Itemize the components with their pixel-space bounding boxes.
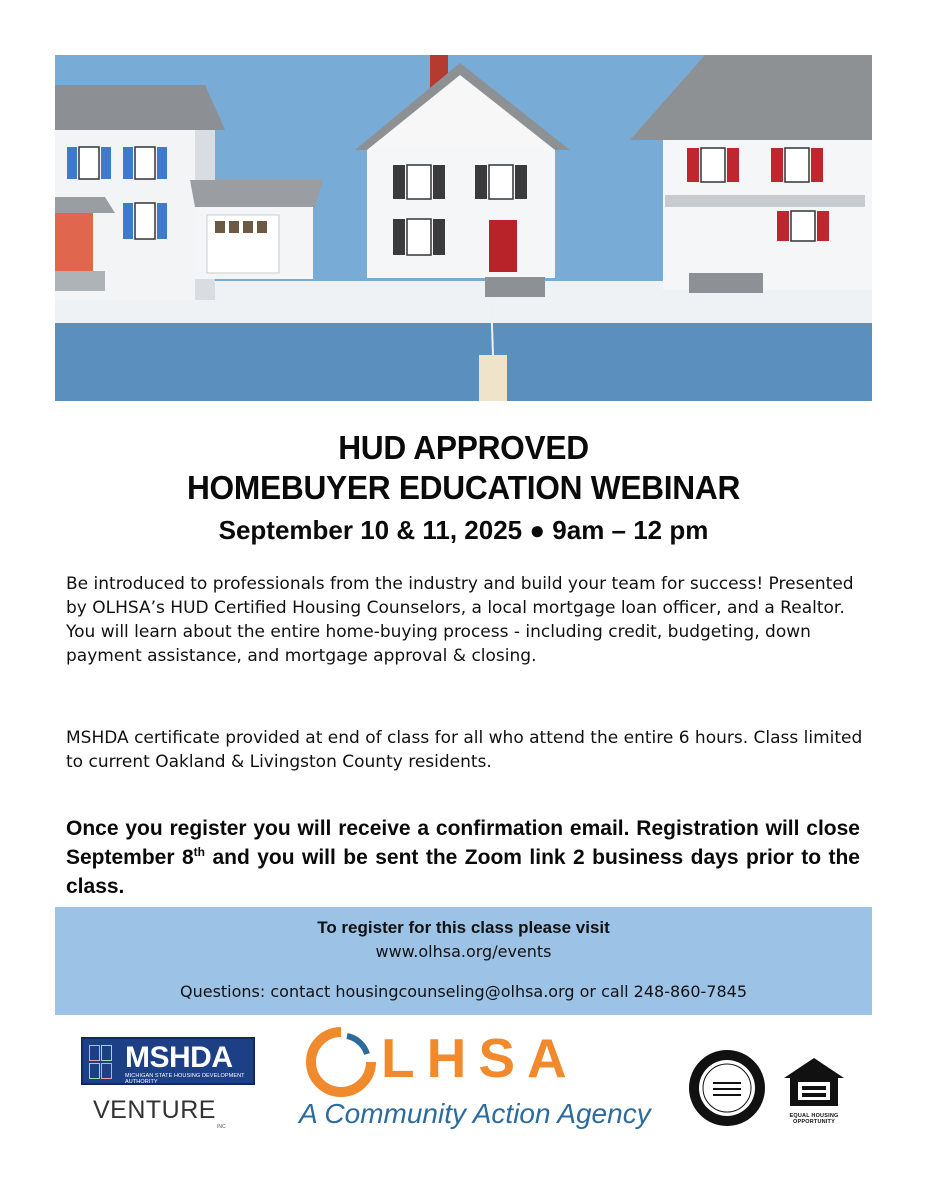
- event-date: September 10 & 11, 2025 ● 9am – 12 pm: [218, 515, 709, 545]
- model-houses-illustration: [55, 55, 872, 401]
- mshda-subtitle: MICHIGAN STATE HOUSING DEVELOPMENT AUTHORITY: [125, 1073, 245, 1085]
- notice-part-2: and you will be sent the Zoom link 2 business days prior to the class.: [66, 846, 860, 898]
- notice-part-1: Once you register you will receive a confirmation email. Registration will close September 8: [66, 817, 860, 869]
- hud-approved-seal-icon: [687, 1048, 767, 1128]
- logos-row: [55, 1020, 872, 1180]
- olhsa-wordmark: LHSA: [381, 1027, 579, 1089]
- venture-inc: INC: [217, 1124, 226, 1130]
- hero-photo: [55, 55, 872, 401]
- olhsa-tagline: A Community Action Agency: [299, 1098, 651, 1129]
- register-title: To register for this class please visit: [317, 918, 610, 937]
- mshda-name: MSHDA: [125, 1041, 233, 1074]
- olhsa-logo: [295, 1020, 651, 1150]
- register-box: [55, 907, 872, 1015]
- equal-housing-house-icon: [782, 1056, 846, 1108]
- title-block: [55, 428, 872, 548]
- garage: [190, 180, 323, 279]
- intro-paragraph: Be introduced to professionals from the industry and build your team for success! Presented by OLHSA’s HUD Certified Housing Counselors, a local mortgage loan officer, and a Realtor. You will learn about the entire home-buying process - including credit, budgeting, down payment assistance, and mortgage approval & closing.: [66, 574, 854, 666]
- certificate-paragraph: MSHDA certificate provided at end of class for all who attend the entire 6 hours. Class limited to current Oakland & Livingston County residents.: [66, 728, 863, 772]
- mshda-logo: [81, 1037, 255, 1085]
- title-line-2: HOMEBUYER EDUCATION WEBINAR: [186, 469, 741, 506]
- equal-housing-text: EQUAL HOUSING OPPORTUNITY: [789, 1113, 839, 1125]
- olhsa-ring-icon: [301, 1024, 381, 1100]
- title-line-1: HUD APPROVED: [338, 429, 589, 466]
- registration-notice: [66, 814, 860, 901]
- equal-housing-logo: [782, 1056, 846, 1125]
- venture-logo: VENTURE: [93, 1096, 216, 1124]
- notice-superscript: th: [193, 845, 205, 859]
- register-url-link[interactable]: www.olhsa.org/events: [375, 942, 552, 961]
- questions-contact: Questions: contact housingcounseling@olhsa.org or call 248-860-7845: [179, 982, 748, 1001]
